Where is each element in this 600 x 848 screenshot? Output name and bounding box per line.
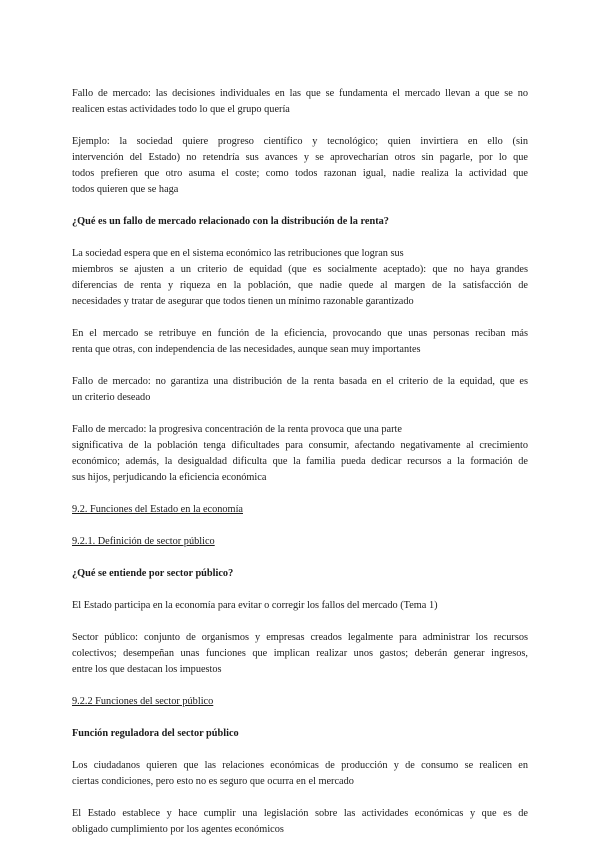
text-line: miembros se ajusten a un criterio de equidad (que es socialmente aceptado): que no haya grandes [72, 264, 528, 275]
text-line: obligado cumplimiento por los agentes económicos [72, 824, 284, 835]
text-line: 9.2.2 Funciones del sector público [72, 696, 214, 707]
text-line: En el mercado se retribuye en función de la eficiencia, provocando que unas personas reciban más [72, 328, 528, 339]
text-line: Fallo de mercado: no garantiza una distribución de la renta basada en el criterio de la equidad, que es [72, 376, 528, 387]
text-line: realicen estas actividades todo lo que el grupo quería [72, 104, 290, 115]
paragraph-market-failure-concentration [72, 422, 528, 486]
text-line: Sector público: conjunto de organismos y empresas creados legalmente para administrar los recursos [72, 632, 528, 643]
text-line: necesidades y tratar de asegurar que todos tienen un mínimo razonable garantizado [72, 296, 414, 307]
text-line: intervención del Estado) no retendría sus avances y se aprovecharían otros sin pagarle, por lo que [72, 152, 528, 163]
paragraph-market-failure-equity [72, 374, 528, 406]
paragraph-efficiency-retribution [72, 326, 528, 358]
text-line: diferencias de renta y riqueza en la población, que nadie quede al margen de la satisfacción de [72, 280, 528, 291]
heading-public-sector-question [72, 566, 528, 582]
text-line: Función reguladora del sector público [72, 728, 239, 739]
text-line: El Estado participa en la economía para evitar o corregir los fallos del mercado (Tema 1) [72, 600, 438, 611]
text-line: Fallo de mercado: la progresiva concentración de la renta provoca que una parte [72, 424, 402, 435]
section-heading-state-functions [72, 502, 528, 518]
section-heading-public-sector-definition [72, 534, 528, 550]
text-line: todos quieren que se haga [72, 184, 179, 195]
text-line: económico; además, la desigualdad dificulta que la familia pueda dedicar recursos a la formación de [72, 456, 528, 467]
text-line: renta que otras, con independencia de las necesidades, aunque sean muy importantes [72, 344, 421, 355]
paragraph-public-sector-definition [72, 630, 528, 678]
text-line: ¿Qué es un fallo de mercado relacionado con la distribución de la renta? [72, 216, 389, 227]
text-line: Ejemplo: la sociedad quiere progreso científico y tecnológico; quien invirtiera en ello (sin [72, 136, 528, 147]
text-line: ¿Qué se entiende por sector público? [72, 568, 234, 579]
text-line: todos prefieren que otro asuma el coste; como todos razonan igual, nadie realiza la actividad que [72, 168, 528, 179]
text-line: entre los que destacan los impuestos [72, 664, 222, 675]
text-line: La sociedad espera que en el sistema económico las retribuciones que logran sus [72, 248, 404, 259]
text-line: 9.2.1. Definición de sector público [72, 536, 215, 547]
text-line: sus hijos, perjudicando la eficiencia económica [72, 472, 267, 483]
text-line: 9.2. Funciones del Estado en la economía [72, 504, 243, 515]
heading-regulatory-function [72, 726, 528, 742]
paragraph-state-participation [72, 598, 528, 614]
paragraph-state-legislation [72, 806, 528, 838]
text-line: Fallo de mercado: las decisiones individuales en las que se fundamenta el mercado llevan a que se no [72, 88, 528, 99]
text-line: Los ciudadanos quieren que las relaciones económicas de producción y de consumo se realicen en [72, 760, 528, 771]
text-line: colectivos; desempeñan unas funciones que implican realizar unos gastos; deberán generar ingresos, [72, 648, 528, 659]
paragraph-market-failure-public-goods [72, 86, 528, 118]
document-page [72, 86, 528, 838]
text-line: un criterio deseado [72, 392, 151, 403]
paragraph-equity-criterion [72, 246, 528, 310]
heading-income-distribution-question [72, 214, 528, 230]
paragraph-citizens-want [72, 758, 528, 790]
section-heading-public-sector-functions [72, 694, 528, 710]
text-line: ciertas condiciones, pero esto no es seguro que ocurra en el mercado [72, 776, 354, 787]
paragraph-example [72, 134, 528, 198]
text-line: El Estado establece y hace cumplir una legislación sobre las actividades económicas y que es de [72, 808, 528, 819]
text-line: significativa de la población tenga dificultades para consumir, afectando negativamente al crecimiento [72, 440, 528, 451]
